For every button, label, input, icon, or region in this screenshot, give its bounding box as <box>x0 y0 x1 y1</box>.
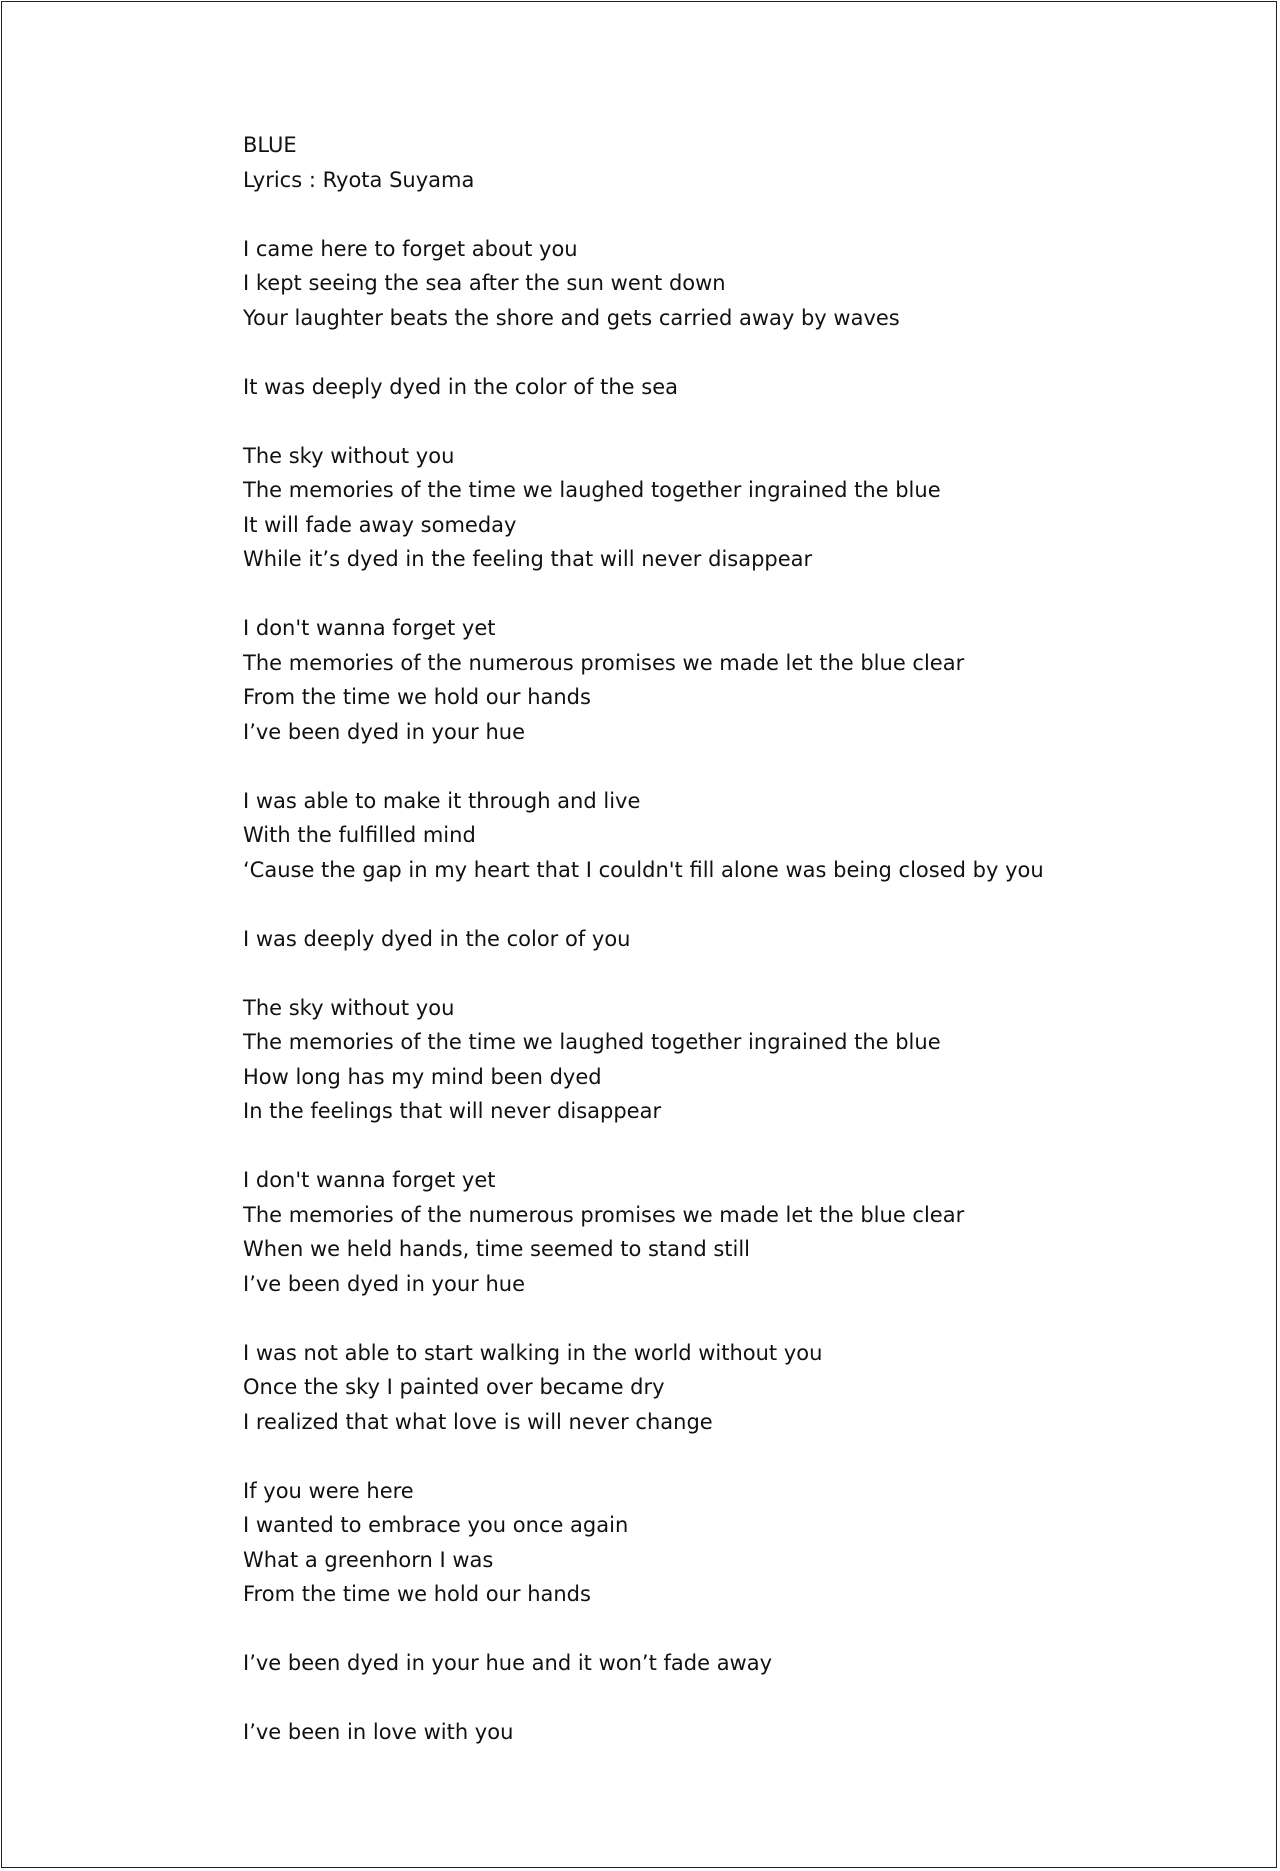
stanza-gap <box>243 1301 1243 1336</box>
stanza-list <box>243 197 1243 1750</box>
stanza <box>243 232 1243 336</box>
lyric-line: I’ve been dyed in your hue and it won’t fade away <box>243 1651 773 1675</box>
stanza-gap <box>243 197 1243 232</box>
stanza <box>243 922 1243 957</box>
lyric-line: What a greenhorn I was <box>243 1547 494 1572</box>
lyric-line: The memories of the numerous promises we made let the blue clear <box>243 650 965 675</box>
lyric-line: Your laughter beats the shore and gets carried away by waves <box>243 305 900 330</box>
lyric-line: How long has my mind been dyed <box>243 1064 602 1089</box>
lyric-line: It was deeply dyed in the color of the sea <box>243 374 679 399</box>
stanza <box>243 1474 1243 1612</box>
lyric-line: The memories of the time we laughed together ingrained the blue <box>243 1030 941 1054</box>
stanza <box>243 370 1243 405</box>
lyric-line: If you were here <box>243 1478 414 1503</box>
stanza-gap <box>243 1681 1243 1716</box>
song-title: BLUE <box>243 133 297 157</box>
lyric-line: I was not able to start walking in the world without you <box>243 1340 823 1365</box>
stanza <box>243 1163 1243 1301</box>
stanza <box>243 1646 1243 1681</box>
lyric-line: It will fade away someday <box>243 512 517 537</box>
lyric-line: I was deeply dyed in the color of you <box>243 926 631 951</box>
stanza <box>243 1336 1243 1440</box>
stanza-gap <box>243 1439 1243 1474</box>
stanza-gap <box>243 887 1243 922</box>
lyric-line: The memories of the numerous promises we made let the blue clear <box>243 1202 965 1227</box>
lyric-line: From the time we hold our hands <box>243 1582 591 1606</box>
lyric-line: I don't wanna forget yet <box>243 1168 496 1192</box>
stanza <box>243 439 1243 577</box>
stanza <box>243 991 1243 1129</box>
lyric-line: From the time we hold our hands <box>243 685 591 709</box>
stanza-gap <box>243 577 1243 612</box>
lyric-line: I kept seeing the sea after the sun went down <box>243 271 726 295</box>
stanza-gap <box>243 404 1243 439</box>
stanza-gap <box>243 1612 1243 1647</box>
stanza-gap <box>243 1129 1243 1164</box>
lyrics-body <box>243 128 1243 1750</box>
lyric-line: I came here to forget about you <box>243 236 578 261</box>
document-page <box>1 1 1277 1868</box>
stanza-gap <box>243 749 1243 784</box>
lyric-line: I wanted to embrace you once again <box>243 1513 629 1537</box>
stanza <box>243 1715 1243 1750</box>
lyric-line: I realized that what love is will never change <box>243 1409 713 1434</box>
lyric-line: I’ve been dyed in your hue <box>243 719 525 744</box>
lyric-line: I don't wanna forget yet <box>243 616 496 640</box>
stanza <box>243 784 1243 888</box>
lyric-line: The sky without you <box>243 995 455 1020</box>
lyric-line: With the fulfilled mind <box>243 823 476 847</box>
stanza-gap <box>243 956 1243 991</box>
lyric-line: The sky without you <box>243 443 455 468</box>
lyric-line: Once the sky I painted over became dry <box>243 1375 665 1399</box>
lyrics-credit: Lyrics : Ryota Suyama <box>243 167 475 192</box>
lyric-line: ‘Cause the gap in my heart that I couldn't fill alone was being closed by you <box>243 857 1044 882</box>
stanza-gap <box>243 335 1243 370</box>
lyric-line: In the feelings that will never disappear <box>243 1099 662 1123</box>
lyric-line: I’ve been dyed in your hue <box>243 1271 525 1296</box>
lyric-line: The memories of the time we laughed together ingrained the blue <box>243 478 941 502</box>
lyric-line: I was able to make it through and live <box>243 788 641 813</box>
lyric-line: When we held hands, time seemed to stand still <box>243 1237 751 1261</box>
lyric-line: While it’s dyed in the feeling that will never disappear <box>243 547 813 571</box>
lyric-line: I’ve been in love with you <box>243 1720 514 1744</box>
stanza <box>243 611 1243 749</box>
